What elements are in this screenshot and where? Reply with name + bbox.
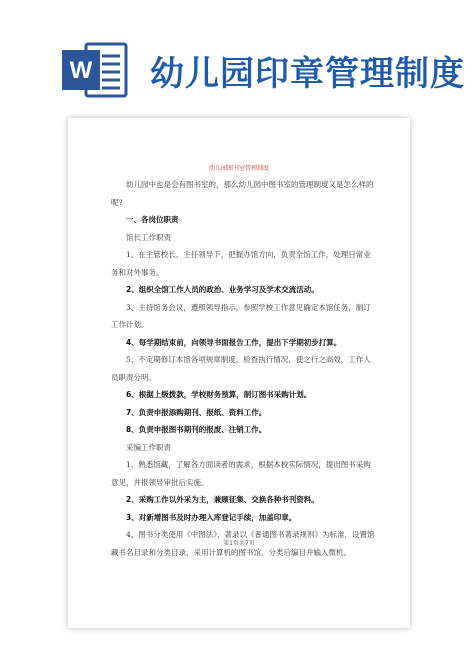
paragraph-item: 4、每学期结束前，向领导书面报告工作，提出下学期初步打算。 xyxy=(126,337,342,347)
subheading-director-duties: 馆长工作职责 xyxy=(126,232,171,242)
banner-title: 幼儿园印章管理制度 xyxy=(150,54,465,94)
document-page xyxy=(68,118,410,628)
paragraph-item: 6、根据上级拨款，学校财务预算，制订图书采购计划。 xyxy=(126,390,312,399)
paragraph-item: 5、不定期修订本馆各项规章制度，检查执行情况，使之行之高效，工作人员职责分明。 xyxy=(111,355,371,382)
paragraph-item: 7、负责申报添购期刊、报纸、资料工作。 xyxy=(126,407,267,417)
paragraph-item: 3、主持馆务会议，遵照领导指示，参照学校工作意见确定本馆任务，制订工作计划。 xyxy=(111,302,371,329)
subheading-cataloging-duties: 采编工作职责 xyxy=(126,442,171,452)
paragraph-item: 8、负责申报图书期刊的报废、注销工作。 xyxy=(126,425,267,434)
section-heading: 一、各岗位职责 xyxy=(126,215,179,224)
word-document-icon xyxy=(62,40,128,100)
paragraph-item: 4、图书分类使用《中图法》，著录以《普通图书著录规则》为标准，设置馆藏书名目录和分类目录，采用计算机的图书馆，分类后编目并输入微机。 xyxy=(111,530,375,557)
paragraph-item: 1、熟悉馆藏，了解各方面读者的需求，根据本校实际情况，提出图书采购意见，并报领导审批后实施。 xyxy=(111,460,371,487)
paragraph-item: 2、组织全馆工作人员的政治、业务学习及学术交流活动。 xyxy=(126,285,319,294)
paragraph-item: 1、在主管校长、主任领导下，把握办馆方向，负责全馆工作，处理日常业务和对外事务。 xyxy=(111,250,371,277)
paragraph-intro: 幼儿园中也是会有图书室的，那么幼儿园中图书室的管理制度又是怎么样的呢? xyxy=(111,180,374,207)
banner xyxy=(0,0,474,112)
document-body xyxy=(111,176,375,561)
paragraph-item: 3、对新增图书及时办理入库登记手续，加盖印章。 xyxy=(126,512,297,522)
document-header: 幼儿园图书室管理制度 xyxy=(208,165,269,172)
svg-text:W: W xyxy=(69,57,93,84)
paragraph-item: 2、采购工作以外采为主，兼顾征集、交换各种书刊资料。 xyxy=(126,495,319,504)
page-number: 第1页共7页 xyxy=(223,540,255,547)
